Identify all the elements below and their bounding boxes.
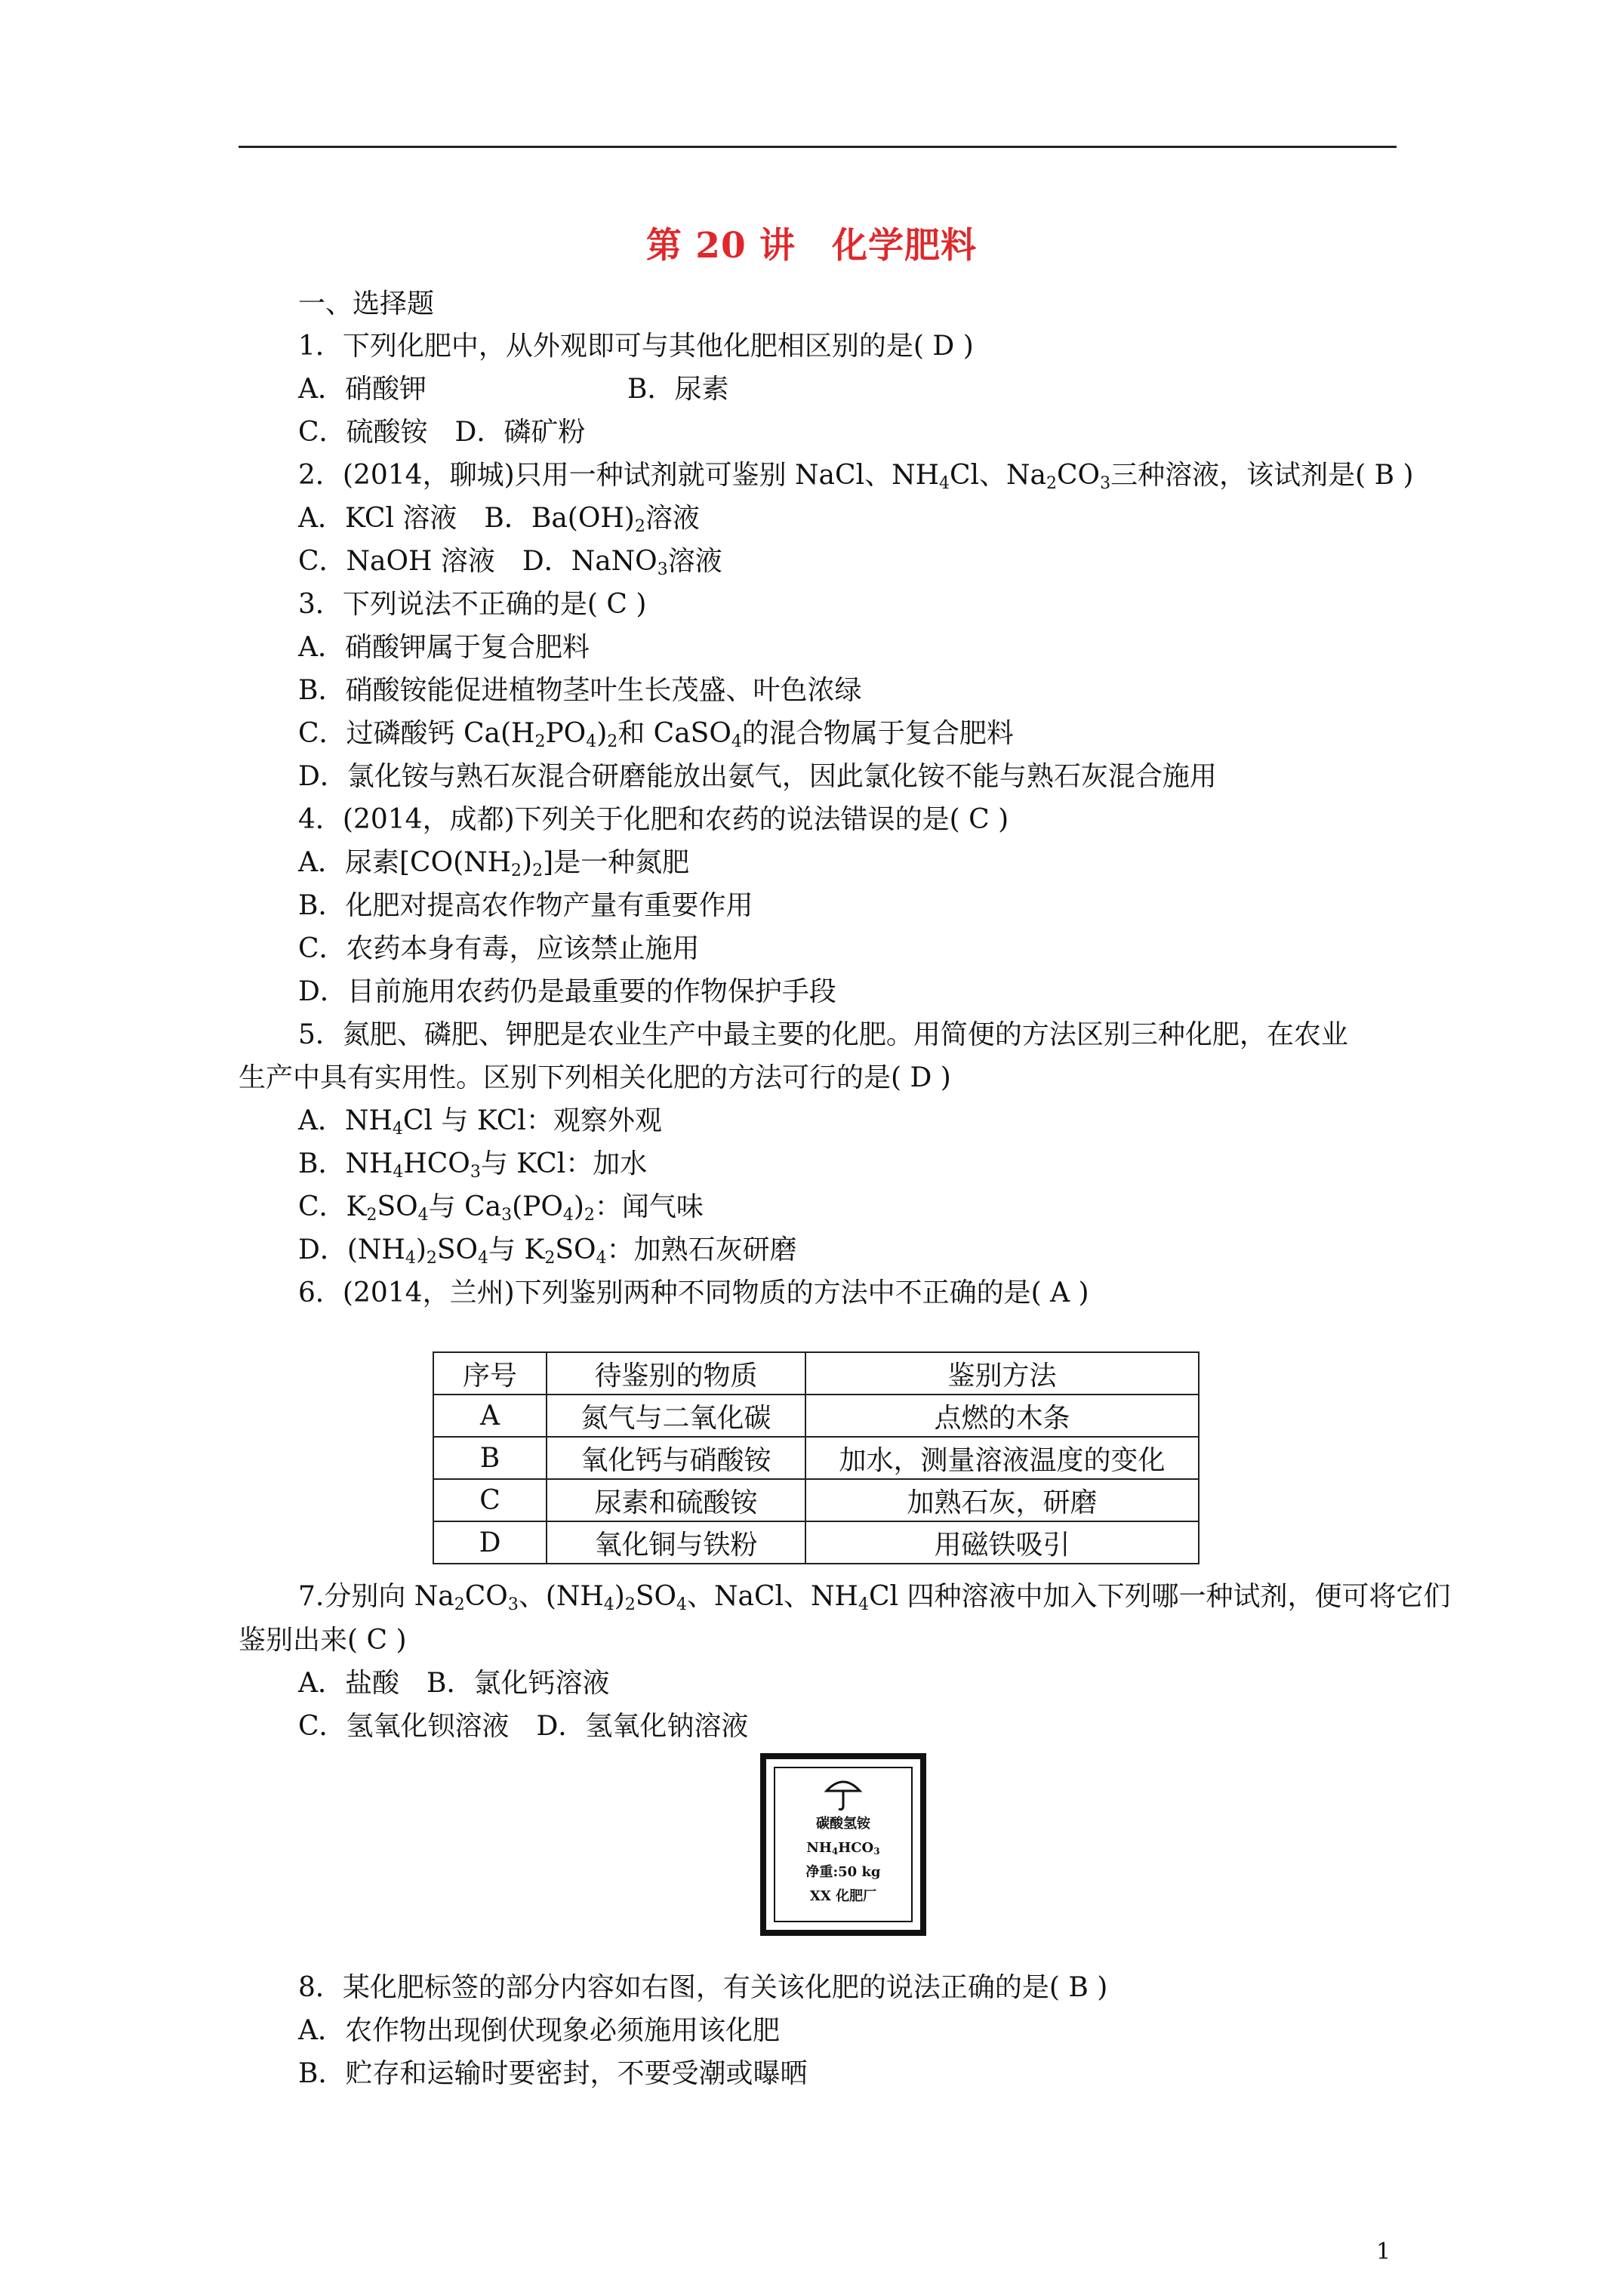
q8-stem: 8．某化肥标签的部分内容如右图，有关该化肥的说法正确的是( B ) xyxy=(298,1972,1108,2003)
table-header-cell: 序号 xyxy=(433,1352,547,1395)
table-cell: C xyxy=(433,1479,547,1521)
q8-option-a: A．农作物出现倒伏现象必须施用该化肥 xyxy=(298,2015,780,2046)
q1-stem: 1．下列化肥中，从外观即可与其他化肥相区别的是( D ) xyxy=(298,331,974,362)
q5-stem-line1: 5．氮肥、磷肥、钾肥是农业生产中最主要的化肥。用简便的方法区别三种化肥，在农业 xyxy=(298,1019,1348,1050)
q5-stem-line2: 生产中具有实用性。区别下列相关化肥的方法可行的是( D ) xyxy=(239,1062,951,1093)
q4-stem: 4．(2014，成都)下列关于化肥和农药的说法错误的是( C ) xyxy=(298,804,1009,835)
table-cell: 用磁铁吸引 xyxy=(805,1521,1199,1564)
q4-option-a: A．尿素$[CO(NH_2)_2]$是一种氮肥 xyxy=(298,847,690,880)
q8-option-b: B．贮存和运输时要密封，不要受潮或曝晒 xyxy=(298,2058,808,2089)
table-row xyxy=(433,1521,1199,1564)
q4-option-b: B．化肥对提高农作物产量有重要作用 xyxy=(298,890,753,921)
page-title: 第 20 讲 化学肥料 xyxy=(645,225,978,267)
table-header-cell: 鉴别方法 xyxy=(805,1352,1199,1395)
q2-option-ab: A．KCl 溶液 B．$Ba(OH)_2$溶液 xyxy=(298,503,700,536)
label-weight: 净重:50 kg xyxy=(805,1864,881,1880)
q1-option-cd: C．硫酸铵 D．磷矿粉 xyxy=(298,417,586,448)
q5-option-a: A．$NH_4Cl$ 与 KCl：观察外观 xyxy=(298,1105,662,1139)
q1-option-b: B．尿素 xyxy=(627,374,729,405)
q7-option-cd: C．氢氧化钡溶液 D．氢氧化钠溶液 xyxy=(298,1711,749,1742)
table-cell: 加水，测量溶液温度的变化 xyxy=(805,1437,1199,1479)
q4-option-c: C．农药本身有毒，应该禁止施用 xyxy=(298,933,700,964)
q2-stem: 2．(2014，聊城)只用一种试剂就可鉴别 NaCl、$NH_4Cl$、$Na_2CO_3$三种溶液，该试剂是( B ) xyxy=(298,460,1414,493)
q5-option-b: B．$NH_4HCO_3$与 KCl：加水 xyxy=(298,1148,648,1182)
table-header-cell: 待鉴别的物质 xyxy=(547,1352,805,1395)
table-row xyxy=(433,1437,1199,1479)
table-cell: 尿素和硫酸铵 xyxy=(547,1479,805,1521)
table-cell: 加熟石灰，研磨 xyxy=(805,1479,1199,1521)
label-formula: $NH_4HCO_3$ xyxy=(806,1840,880,1857)
q3-option-b: B．硝酸铵能促进植物茎叶生长茂盛、叶色浓绿 xyxy=(298,675,862,706)
table-cell: 点燃的木条 xyxy=(805,1395,1199,1437)
q3-option-d: D．氯化铵与熟石灰混合研磨能放出氨气，因此氯化铵不能与熟石灰混合施用 xyxy=(298,761,1217,792)
umbrella-icon xyxy=(824,1776,862,1812)
table-cell: 氧化铜与铁粉 xyxy=(547,1521,805,1564)
table-cell: 氧化钙与硝酸铵 xyxy=(547,1437,805,1479)
table-row xyxy=(433,1395,1199,1437)
fertilizer-label-figure xyxy=(760,1753,926,1936)
q5-option-d: D．$(NH_4)_2SO_4$与 $K_2SO_4$：加熟石灰研磨 xyxy=(298,1234,797,1268)
section-heading: 一、选择题 xyxy=(298,288,435,319)
q1-option-a: A．硝酸钾 xyxy=(298,374,427,405)
q3-stem: 3．下列说法不正确的是( C ) xyxy=(298,589,647,620)
q3-option-c: C．过磷酸钙 $Ca(H_2PO_4)_2$和 CaSO$_4$的混合物属于复合肥料 xyxy=(298,718,1014,751)
header-rule xyxy=(239,146,1397,148)
label-maker: XX 化肥厂 xyxy=(809,1888,877,1904)
table-cell: D xyxy=(433,1521,547,1564)
q5-option-c: C．$K_2SO_4$与 $Ca_3(PO_4)_2$：闻气味 xyxy=(298,1191,704,1225)
q7-stem-line1: 7.分别向 $Na_2CO_3$、$(NH_4)_2SO_4$、NaCl、$NH_4Cl$ 四种溶液中加入下列哪一种试剂，便可将它们 xyxy=(298,1581,1451,1614)
q6-table xyxy=(433,1351,1200,1564)
q6-stem: 6．(2014，兰州)下列鉴别两种不同物质的方法中不正确的是( A ) xyxy=(298,1277,1089,1308)
table-cell: B xyxy=(433,1437,547,1479)
q7-option-ab: A．盐酸 B．氯化钙溶液 xyxy=(298,1668,610,1699)
table-cell: A xyxy=(433,1395,547,1437)
label-name: 碳酸氢铵 xyxy=(816,1816,870,1832)
table-cell: 氮气与二氧化碳 xyxy=(547,1395,805,1437)
table-row xyxy=(433,1479,1199,1521)
table-header-row xyxy=(433,1352,1199,1395)
q7-stem-line2: 鉴别出来( C ) xyxy=(239,1625,407,1656)
q4-option-d: D．目前施用农药仍是最重要的作物保护手段 xyxy=(298,976,836,1007)
page-number: 1 xyxy=(1376,2239,1391,2265)
q3-option-a: A．硝酸钾属于复合肥料 xyxy=(298,632,590,663)
q2-option-cd: C．NaOH 溶液 D．NaNO$_3$溶液 xyxy=(298,546,722,579)
